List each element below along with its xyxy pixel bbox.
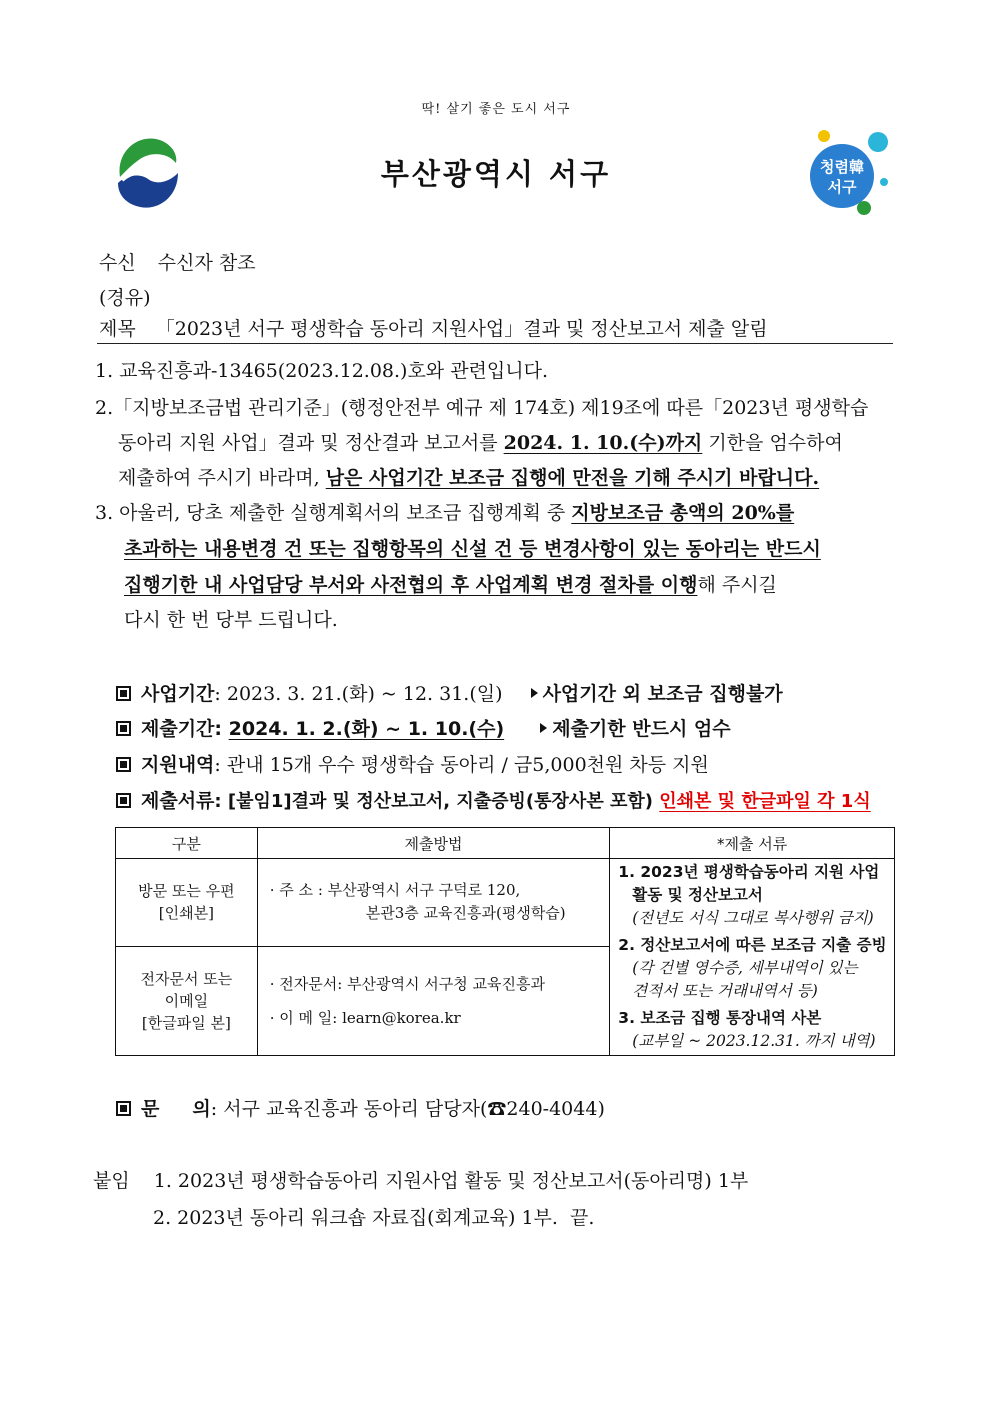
row2-type-line: 전자문서 또는 bbox=[140, 969, 233, 988]
square-bullet-icon bbox=[116, 721, 131, 736]
doc-item-note: 견적서 또는 거래내역서 등) bbox=[632, 982, 818, 1000]
square-bullet-icon bbox=[116, 686, 131, 701]
contact-value: : 서구 교육진흥과 동아리 담당자( bbox=[210, 1098, 488, 1120]
square-bullet-icon bbox=[116, 757, 131, 772]
attachment-item: 1. 2023년 평생학습동아리 지원사업 활동 및 정산보고서(동아리명) 1부 bbox=[153, 1170, 749, 1192]
table-header-row bbox=[116, 828, 895, 859]
table-header: 구분 bbox=[116, 828, 258, 859]
subject-label: 제목 bbox=[99, 318, 136, 340]
address-line-2: 본관3층 교육진흥과(평생학습) bbox=[365, 904, 566, 923]
submit-row: 제출기간: 2024. 1. 2.(화) ~ 1. 10.(수) 제출기한 반드시 엄수 bbox=[116, 714, 731, 741]
row2-method bbox=[257, 946, 610, 1055]
paragraph-2-line-2 bbox=[118, 428, 843, 455]
row2-type bbox=[116, 946, 258, 1055]
cheongryeom-seogu-logo bbox=[804, 126, 894, 221]
recipient-value: 수신자 참조 bbox=[157, 252, 256, 274]
period-row bbox=[116, 679, 783, 706]
doc-item-title: 활동 및 정산보고서 bbox=[632, 886, 763, 904]
doc-item-note: (교부일 ~ 2023.12.31. 까지 내역) bbox=[632, 1032, 876, 1050]
doc-item-title: 2. 정산보고서에 따른 보조금 지출 증빙 bbox=[618, 936, 887, 954]
logo-blue-circle bbox=[810, 144, 874, 208]
logo-green-dot bbox=[857, 201, 871, 215]
doc-item-note: (각 건별 영수증, 세부내역이 있는 bbox=[632, 959, 858, 977]
row2-type-line: 이메일 bbox=[164, 991, 209, 1010]
submit-value: 2024. 1. 2.(화) ~ 1. 10.(수) bbox=[228, 718, 505, 740]
doc-item-title: 1. 2023년 평생학습동아리 지원 사업 bbox=[618, 863, 880, 881]
required-docs-cell bbox=[610, 859, 895, 1056]
logo-text-2: 서구 bbox=[827, 178, 857, 196]
square-bullet-icon bbox=[116, 1101, 131, 1116]
page-title: 부산광역시 서구 bbox=[380, 157, 612, 191]
recipient-label: 수신 bbox=[99, 252, 136, 274]
p3-highlight-a: 지방보조금 총액의 20%를 bbox=[571, 502, 795, 524]
edoc-label: · 전자문서 bbox=[269, 974, 338, 993]
docs-label: 제출서류 bbox=[141, 790, 215, 812]
contact-phone: 240-4044 bbox=[506, 1098, 598, 1120]
execution-notice: 남은 사업기간 보조금 집행에 만전을 기해 주시기 바랍니다. bbox=[325, 467, 820, 489]
square-bullet-icon bbox=[116, 793, 131, 808]
paragraph-3-line-1 bbox=[95, 498, 794, 525]
address-label: · 주 소 bbox=[269, 881, 314, 900]
row1-type-line: 방문 또는 우편 bbox=[138, 882, 235, 901]
table-row bbox=[116, 859, 895, 947]
paragraph-3-line-3 bbox=[124, 570, 777, 597]
address-line-1: : 부산광역시 서구 구덕로 120, bbox=[317, 881, 521, 900]
subject-text: 「2023년 서구 평생학습 동아리 지원사업」결과 및 정산보고서 제출 알림 bbox=[155, 318, 768, 340]
p2-text-c: 기한을 엄수하여 bbox=[702, 432, 843, 454]
logo-small-dot bbox=[880, 178, 888, 186]
row1-type-line: [인쇄본] bbox=[158, 904, 214, 923]
via-line: (경유) bbox=[99, 287, 151, 309]
edoc-value: : 부산광역시 서구청 교육진흥과 bbox=[337, 974, 545, 993]
p3-text-a: 3. 아울러, 당초 제출한 실행계획서의 보조금 집행계획 중 bbox=[95, 502, 572, 524]
table-header: *제출 서류 bbox=[610, 828, 895, 859]
row1-method bbox=[257, 859, 610, 947]
doc-item-title: 3. 보조금 집행 통장내역 사본 bbox=[618, 1009, 822, 1027]
attachment-item: 2. 2023년 동아리 워크숍 자료집(회계교육) 1부. 끝. bbox=[153, 1207, 595, 1229]
phone-icon: ☎ bbox=[487, 1098, 507, 1120]
docs-row bbox=[116, 786, 871, 813]
doc-item-note: (전년도 서식 그대로 복사행위 금지) bbox=[632, 909, 874, 927]
deadline-highlight: 2024. 1. 10.(수)까지 bbox=[503, 432, 703, 454]
submit-label: 제출기간 bbox=[141, 718, 215, 740]
logo-text-1: 청렴韓 bbox=[820, 158, 864, 176]
contact-label: 문 의 bbox=[141, 1098, 211, 1120]
recipient-line bbox=[99, 248, 256, 275]
p2-text-a: 동아리 지원 사업」결과 및 정산결과 보고서를 bbox=[118, 432, 504, 454]
paragraph-3-line-2: 초과하는 내용변경 건 또는 집행항목의 신설 건 등 변경사항이 있는 동아리는 반드시 bbox=[124, 538, 821, 560]
support-value: : 관내 15개 우수 평생학습 동아리 / 금5,000천원 차등 지원 bbox=[214, 754, 709, 776]
subject-divider bbox=[97, 343, 893, 344]
support-row bbox=[116, 750, 709, 777]
period-value: : 2023. 3. 21.(화) ~ 12. 31.(일) bbox=[214, 683, 503, 705]
logo-cyan-dot bbox=[868, 132, 888, 152]
p2-text-d: 제출하여 주시기 바라며, bbox=[118, 467, 326, 489]
paragraph-1: 1. 교육진흥과-13465(2023.12.08.)호와 관련입니다. bbox=[95, 360, 549, 382]
email-label: · 이 메 일 bbox=[269, 1008, 333, 1027]
logo-yellow-dot bbox=[818, 130, 830, 142]
submission-table bbox=[115, 827, 895, 1056]
table-header: 제출방법 bbox=[257, 828, 610, 859]
row2-type-line: [한글파일 본] bbox=[141, 1013, 231, 1032]
contact-row bbox=[116, 1094, 605, 1121]
triangle-bullet-icon bbox=[540, 723, 547, 733]
submit-note: 제출기한 반드시 엄수 bbox=[540, 718, 730, 740]
paragraph-2-line-1: 2.「지방보조금법 관리기준」(행정안전부 예규 제 174호) 제19조에 따른「2023년 평생학습 bbox=[95, 397, 869, 419]
docs-value: : [붙임1]결과 및 정산보고서, 지출증빙(통장사본 포함) bbox=[214, 791, 660, 812]
paragraph-3-line-4: 다시 한 번 당부 드립니다. bbox=[124, 609, 338, 631]
period-note: 사업기간 외 보조금 집행불가 bbox=[531, 683, 783, 705]
docs-red-note: 인쇄본 및 한글파일 각 1식 bbox=[659, 791, 871, 812]
p3-highlight-b: 집행기한 내 사업담당 부서와 사전협의 후 사업계획 변경 절차를 이행 bbox=[124, 574, 698, 596]
p3-text-b: 해 주시길 bbox=[697, 574, 777, 596]
subject-line bbox=[99, 314, 768, 341]
slogan: 딱! 살기 좋은 도시 서구 bbox=[421, 102, 571, 117]
triangle-bullet-icon bbox=[531, 688, 538, 698]
contact-close: ) bbox=[597, 1098, 605, 1120]
period-label: 사업기간 bbox=[141, 683, 215, 705]
email-value: : learn@korea.kr bbox=[332, 1008, 461, 1027]
attachments bbox=[93, 1166, 748, 1193]
attachments-label: 붙임 bbox=[93, 1170, 130, 1192]
support-label: 지원내역 bbox=[141, 754, 215, 776]
row1-type bbox=[116, 859, 258, 947]
paragraph-2-line-3 bbox=[118, 463, 819, 490]
